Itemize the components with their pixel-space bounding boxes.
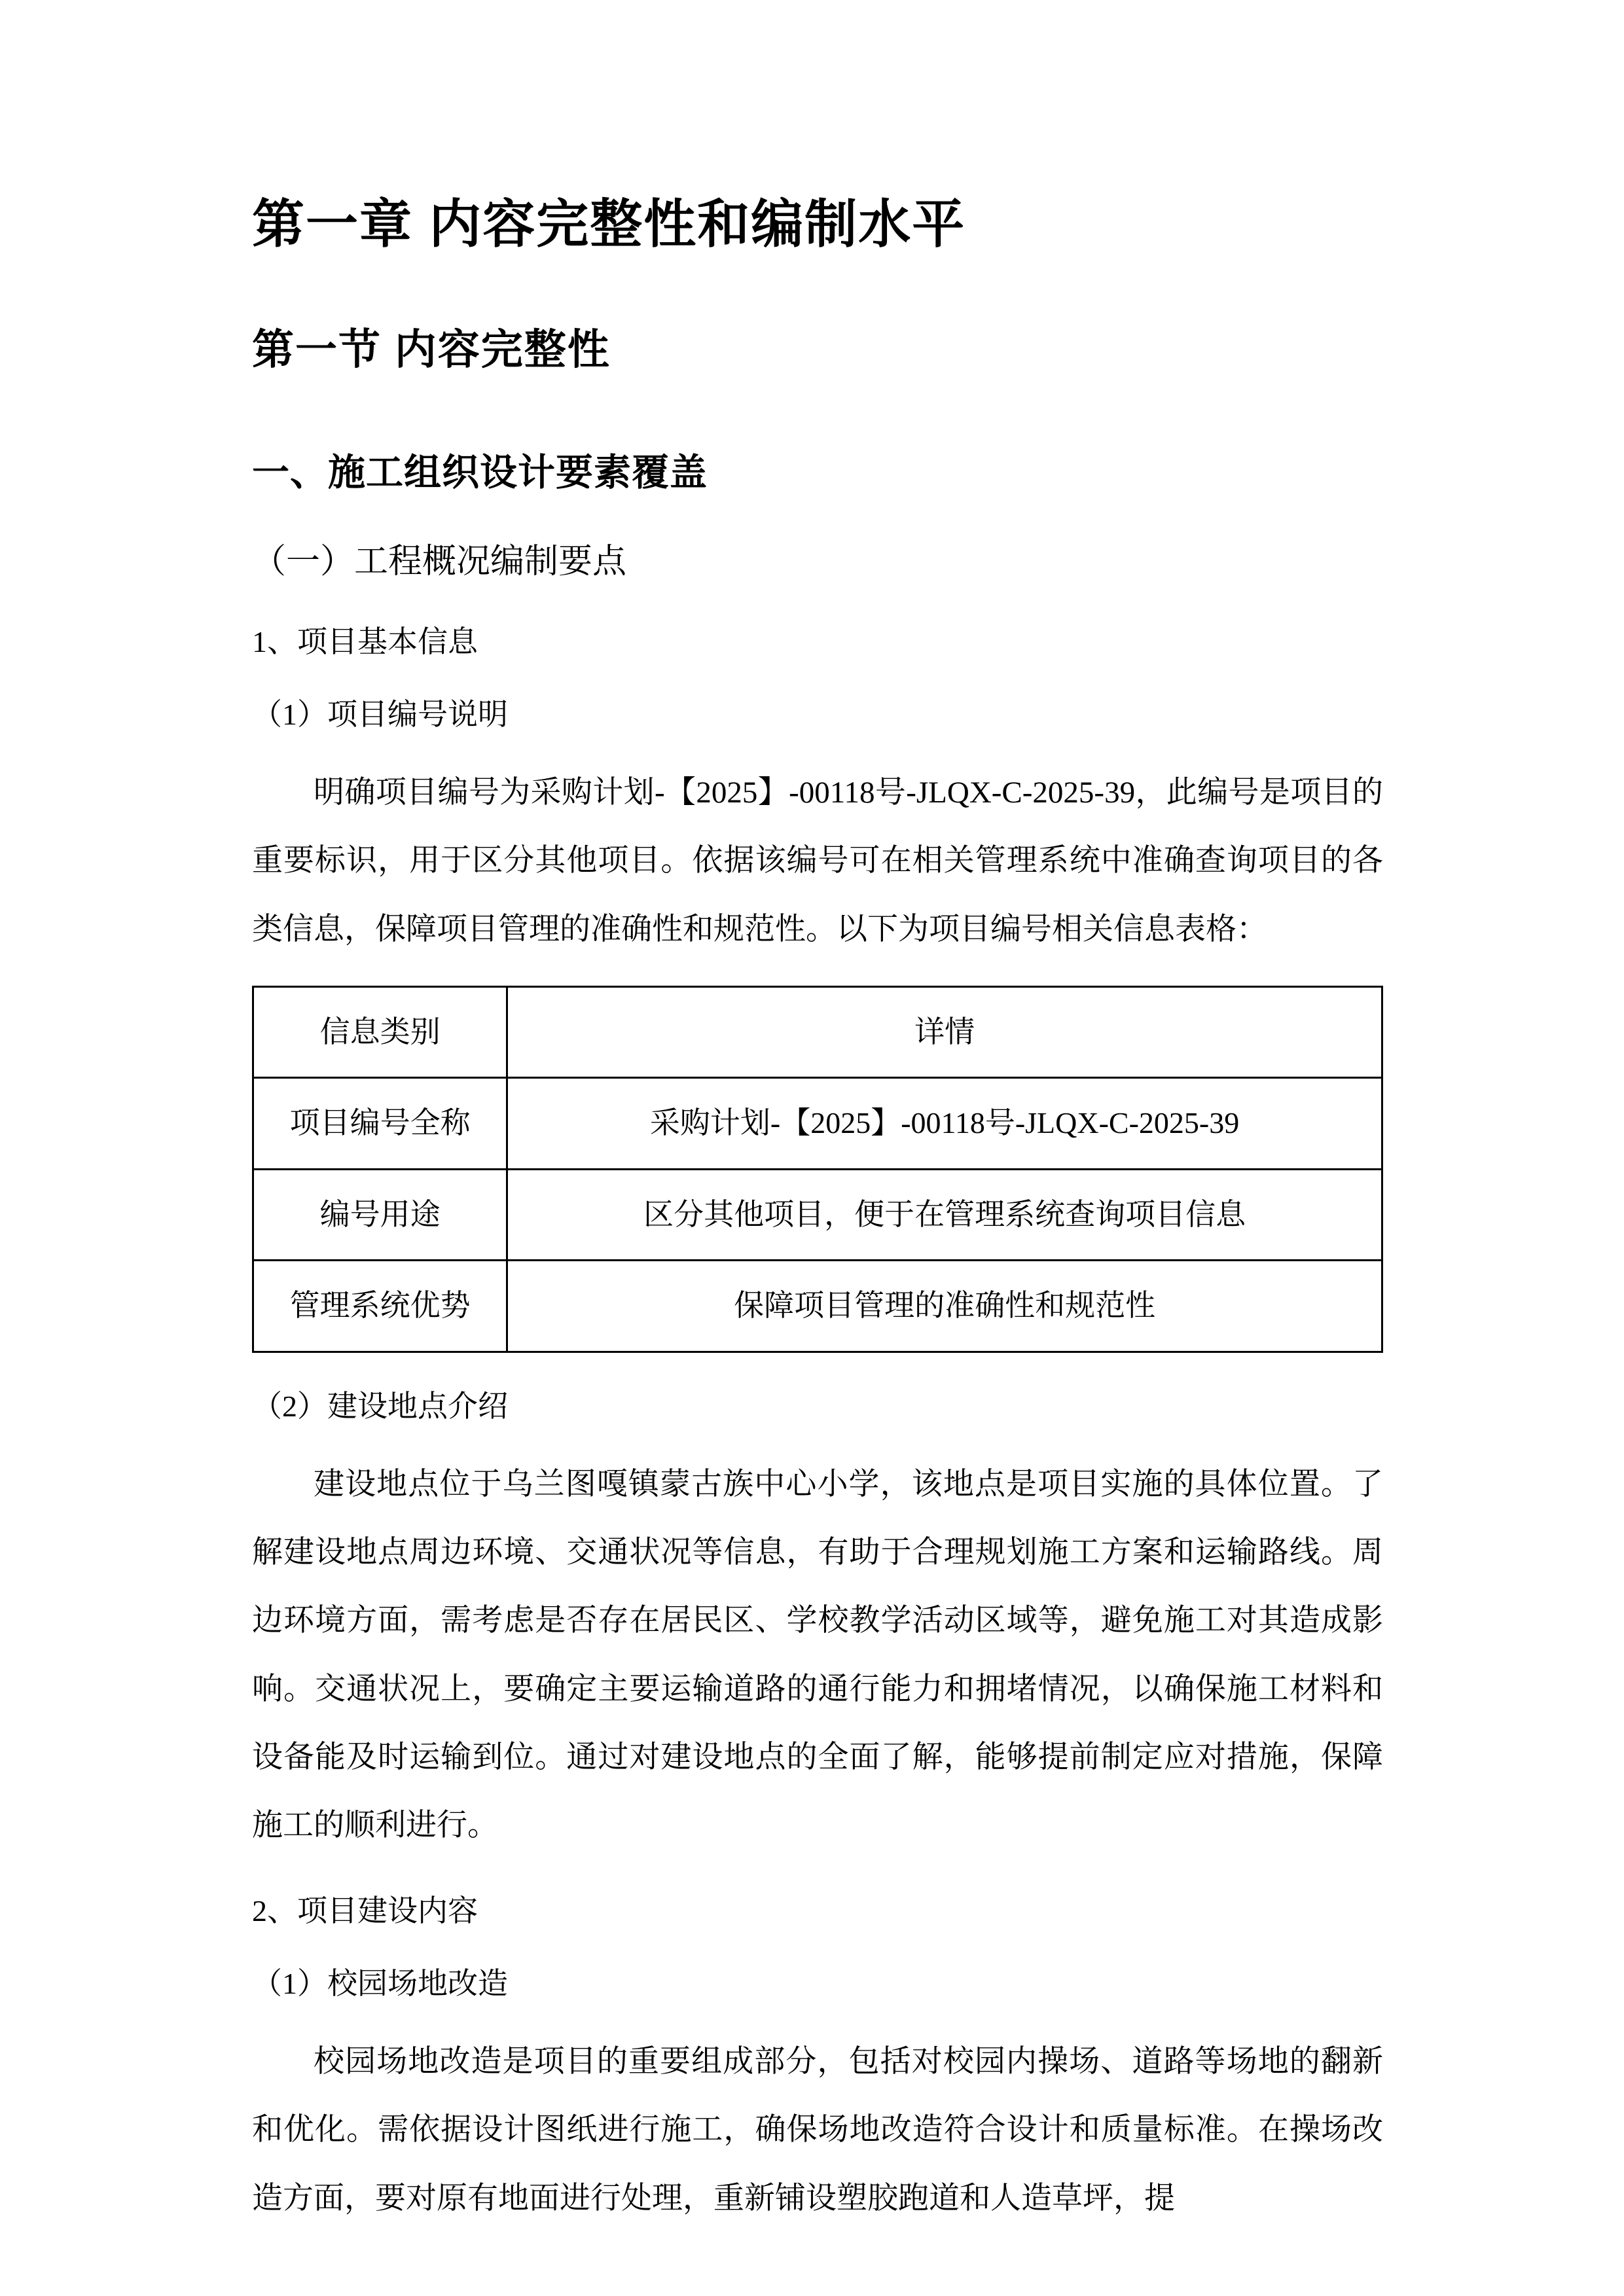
table-row: [253, 1078, 1382, 1169]
table-header-category: 信息类别: [253, 986, 507, 1077]
project-number-info-table: [252, 986, 1383, 1353]
table-cell-label: 编号用途: [253, 1169, 507, 1260]
table-cell-label: 项目编号全称: [253, 1078, 507, 1169]
table-cell-value: 采购计划-【2025】-00118号-JLQX-C-2025-39: [507, 1078, 1382, 1169]
table-cell-label: 管理系统优势: [253, 1261, 507, 1352]
table-row: [253, 1169, 1382, 1260]
table-row: [253, 1261, 1382, 1352]
table-cell-value: 保障项目管理的准确性和规范性: [507, 1261, 1382, 1352]
table-header-row: [253, 986, 1382, 1077]
paragraph-campus-renovation: 校园场地改造是项目的重要组成部分，包括对校园内操场、道路等场地的翻新和优化。需依据设计图纸进行施工，确保场地改造符合设计和质量标准。在操场改造方面，要对原有地面进行处理，重新铺设塑胶跑道和人造草坪，提: [252, 2045, 1383, 2215]
point-project-number: （1）项目编号说明: [252, 697, 508, 731]
table-cell-value: 区分其他项目，便于在管理系统查询项目信息: [507, 1169, 1382, 1260]
point-construction-site: （2）建设地点介绍: [252, 1389, 508, 1423]
sub-heading-project-overview: （一）工程概况编制要点: [252, 543, 627, 581]
point-campus-renovation: （1）校园场地改造: [252, 1966, 508, 2000]
section-title: 第一节 内容完整性: [252, 326, 611, 373]
table-header-detail: 详情: [507, 986, 1382, 1077]
heading-element-coverage: 一、施工组织设计要素覆盖: [252, 451, 708, 493]
paragraph-construction-site: 建设地点位于乌兰图嘎镇蒙古族中心小学，该地点是项目实施的具体位置。了解建设地点周边环境、交通状况等信息，有助于合理规划施工方案和运输路线。周边环境方面，需考虑是否存在居民区、学校教学活动区域等，避免施工对其造成影响。交通状况上，要确定主要运输道路的通行能力和拥堵情况，以确保施工材料和设备能及时运输到位。通过对建设地点的全面了解，能够提前制定应对措施，保障施工的顺利进行。: [252, 1467, 1383, 1843]
list-item-project-content: 2、项目建设内容: [252, 1893, 478, 1928]
list-item-project-basic-info: 1、项目基本信息: [252, 624, 478, 658]
paragraph-project-number: 明确项目编号为采购计划-【2025】-00118号-JLQX-C-2025-39，此编号是项目的重要标识，用于区分其他项目。依据该编号可在相关管理系统中准确查询项目的各类信息，保障项目管理的准确性和规范性。以下为项目编号相关信息表格：: [252, 775, 1383, 946]
chapter-title: 第一章 内容完整性和编制水平: [252, 195, 966, 253]
